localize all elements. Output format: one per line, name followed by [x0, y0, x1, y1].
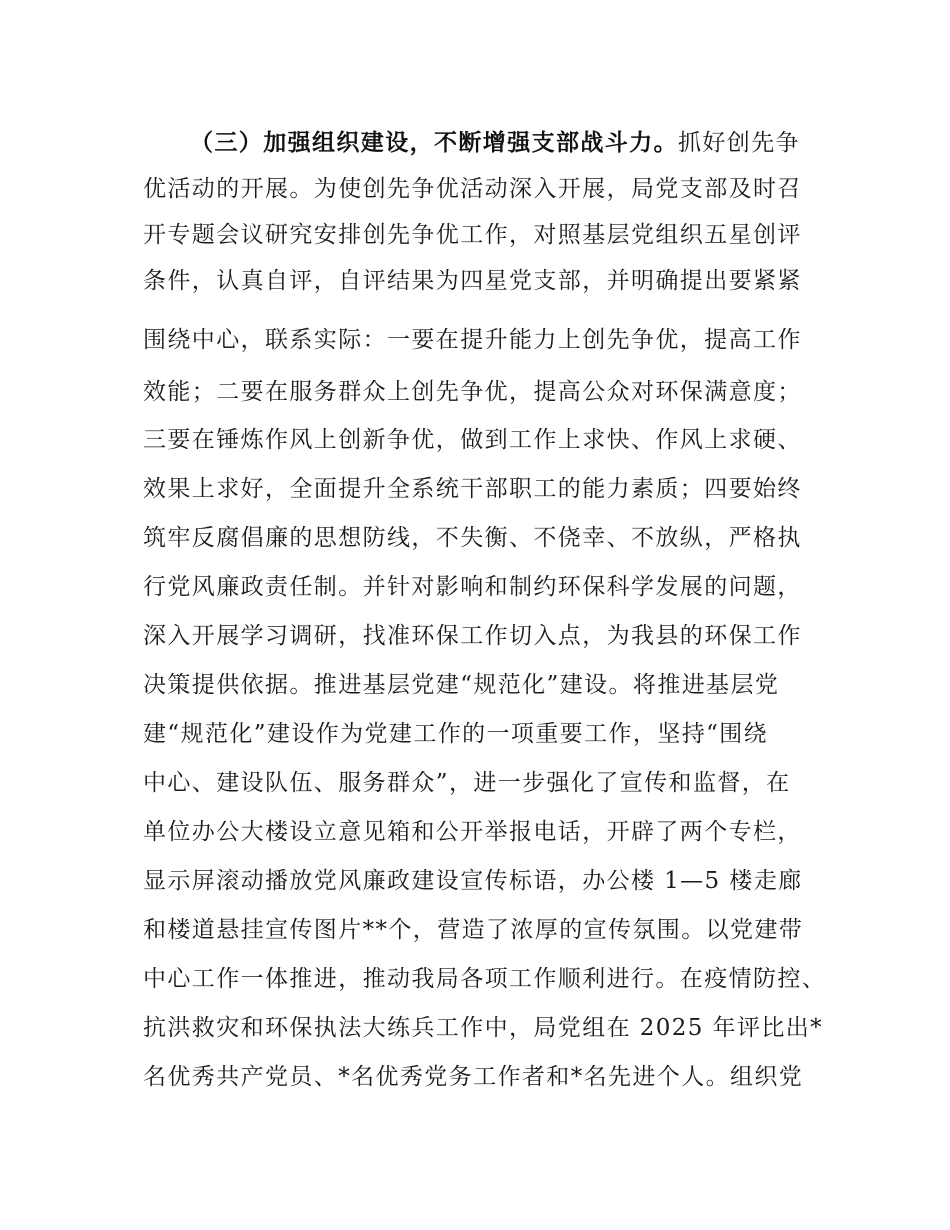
- text-line: 名优秀共产党员、*名优秀党务工作者和*名先进个人。组织党: [143, 1064, 804, 1090]
- text-line: 条件，认真自评，自评结果为四星党支部，并明确提出要紧紧: [143, 268, 802, 294]
- text-line: 建“规范化”建设作为党建工作的一项重要工作，坚持“围绕: [143, 721, 769, 747]
- text-line: 效能；二要在服务群众上创先争优，提高公众对环保满意度；: [143, 379, 802, 405]
- text-line: 中心、建设队伍、服务群众”，进一步强化了宣传和监督，在: [143, 770, 791, 796]
- paragraph-first-line: [190, 123, 850, 163]
- text-line: 效果上求好，全面提升全系统干部职工的能力素质；四要始终: [143, 476, 802, 502]
- text-line: 围绕中心，联系实际：一要在提升能力上创先争优，提高工作: [143, 327, 802, 353]
- text-line: 行党风廉政责任制。并针对影响和制约环保科学发展的问题，: [143, 574, 802, 600]
- text-line: 深入开展学习调研，找准环保工作切入点，为我县的环保工作: [143, 623, 802, 649]
- first-line-text: 抓好创先争: [678, 130, 800, 156]
- section-heading: （三）加强组织建设，不断增强支部战斗力。: [190, 130, 678, 156]
- text-line: 优活动的开展。为使创先争优活动深入开展，局党支部及时召: [143, 176, 802, 202]
- text-line: 决策提供依据。推进基层党建“规范化”建设。将推进基层党: [143, 672, 780, 698]
- text-line: 单位办公大楼设立意见箱和公开举报电话，开辟了两个专栏，: [143, 819, 802, 845]
- text-line: 抗洪救灾和环保执法大练兵工作中，局党组在 2025 年评比出*: [143, 1015, 824, 1041]
- text-line: 显示屏滚动播放党风廉政建设宣传标语，办公楼 1—5 楼走廊: [143, 868, 803, 894]
- text-line: 筑牢反腐倡廉的思想防线，不失衡、不侥幸、不放纵，严格执: [143, 525, 802, 551]
- text-line: 和楼道悬挂宣传图片**个，营造了浓厚的宣传氛围。以党建带: [143, 917, 804, 943]
- text-line: 中心工作一体推进，推动我局各项工作顺利进行。在疫情防控、: [143, 966, 827, 992]
- text-line: 三要在锤炼作风上创新争优，做到工作上求快、作风上求硬、: [143, 427, 802, 453]
- text-line: 开专题会议研究安排创先争优工作，对照基层党组织五星创评: [143, 222, 802, 248]
